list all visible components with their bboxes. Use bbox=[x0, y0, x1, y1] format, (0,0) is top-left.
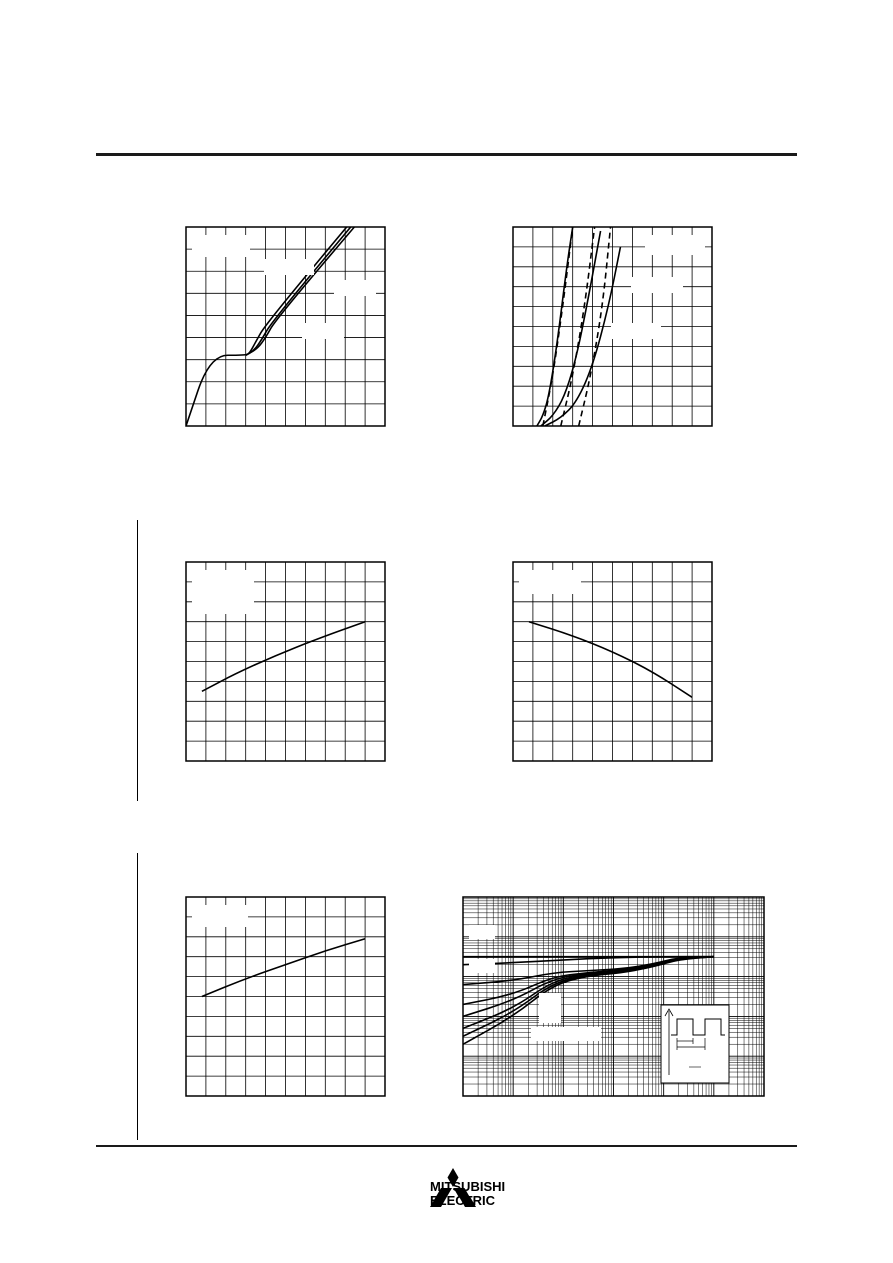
header-rule bbox=[96, 153, 797, 156]
label-box bbox=[469, 959, 495, 973]
brand-line-1: MITSUBISHI bbox=[430, 1179, 506, 1194]
label-box bbox=[192, 905, 248, 927]
change-bar-2 bbox=[137, 853, 138, 1140]
label-box bbox=[334, 280, 376, 296]
label-box bbox=[192, 570, 254, 614]
change-bar-1 bbox=[137, 520, 138, 801]
label-box bbox=[611, 323, 661, 339]
label-box bbox=[469, 925, 495, 939]
chart-6 bbox=[461, 895, 766, 1098]
label-box bbox=[539, 993, 561, 1023]
label-box bbox=[519, 570, 581, 594]
footer-rule bbox=[96, 1145, 797, 1147]
chart-5 bbox=[184, 895, 387, 1098]
brand-line-2: ELECTRIC bbox=[430, 1193, 495, 1208]
label-box bbox=[631, 277, 683, 293]
chart-2 bbox=[511, 225, 714, 428]
chart-1 bbox=[184, 225, 387, 428]
chart-3 bbox=[184, 560, 387, 763]
label-box bbox=[302, 323, 344, 339]
label-box bbox=[531, 1027, 601, 1041]
label-box bbox=[645, 235, 705, 255]
chart-4 bbox=[511, 560, 714, 763]
label-box bbox=[192, 235, 250, 257]
label-box bbox=[264, 259, 314, 275]
pulse-inset bbox=[661, 1005, 729, 1083]
